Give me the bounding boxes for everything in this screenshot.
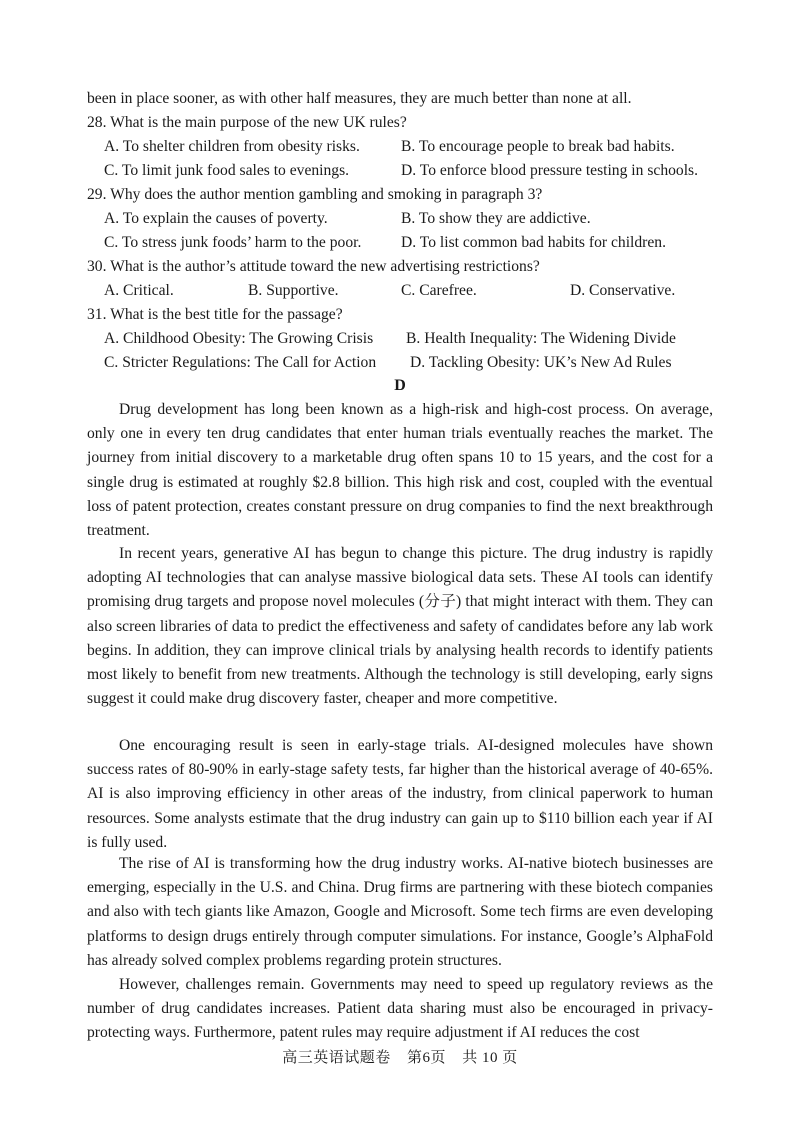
passage-paragraph: However, challenges remain. Governments may need to speed up regulatory reviews as the number of drug candidates increases. Patient data sharing must also be encouraged in privacy-protecting ways. Furthermore, patent rules may require adjustment if AI reduces the cost xyxy=(87,976,713,1042)
passage-paragraph: In recent years, generative AI has begun to change this picture. The drug industry is rapidly adopting AI technologies that can analyse massive biological data sets. These AI tools can identify promising drug targets and propose novel molecules (分子) that might interact with them. They can also screen libraries of data to predict the effectiveness and safety of candidates before any lab work begins. In addition, they can improve clinical trials by analysing health records to identify patients most likely to benefit from new treatments. Although the technology is still developing, early signs suggest it could make drug discovery faster, cheaper and more competitive. xyxy=(87,545,713,708)
option-d: D. Tackling Obesity: UK’s New Ad Rules xyxy=(410,354,672,371)
option-a: A. To explain the causes of poverty. xyxy=(104,210,328,227)
option-d: D. Conservative. xyxy=(570,282,676,299)
continued-line: been in place sooner, as with other half measures, they are much better than none at all. xyxy=(87,90,632,107)
option-c: C. To stress junk foods’ harm to the poor. xyxy=(104,234,362,251)
option-d: D. To enforce blood pressure testing in schools. xyxy=(401,162,699,179)
option-c: C. Stricter Regulations: The Call for Action xyxy=(104,354,377,371)
question-stem: 30. What is the author’s attitude toward the new advertising restrictions? xyxy=(87,258,540,275)
option-b: B. To encourage people to break bad habits. xyxy=(401,138,675,155)
passage-paragraph: Drug development has long been known as a high-risk and high-cost process. On average, only one in every ten drug candidates that enter human trials eventually reaches the market. The journey from initial discovery to a marketable drug often spans 10 to 15 years, and the cost for a single drug is estimated at roughly $2.8 billion. This high risk and cost, coupled with the eventual loss of patent protection, creates constant pressure on drug companies to find the next breakthrough treatment. xyxy=(87,401,713,540)
option-b: B. To show they are addictive. xyxy=(401,210,591,227)
footer-total-pages: 共 10 页 xyxy=(462,1050,518,1066)
footer-title: 高三英语试题卷 xyxy=(282,1050,391,1066)
option-a: A. Childhood Obesity: The Growing Crisis xyxy=(104,330,374,347)
option-a: A. Critical. xyxy=(104,282,174,299)
option-b: B. Supportive. xyxy=(248,282,339,299)
question-stem: 31. What is the best title for the passage? xyxy=(87,306,343,323)
question-stem: 28. What is the main purpose of the new UK rules? xyxy=(87,114,407,131)
passage-paragraph: One encouraging result is seen in early-stage trials. AI-designed molecules have shown success rates of 80-90% in early-stage safety tests, far higher than the historical average of 40-65%. AI is also improving efficiency in other areas of the industry, from clinical paperwork to human resources. Some analysts estimate that the drug industry can gain up to $110 billion each year if AI is fully used. xyxy=(87,737,713,851)
option-a: A. To shelter children from obesity risks. xyxy=(104,138,360,155)
question-stem: 29. Why does the author mention gambling and smoking in paragraph 3? xyxy=(87,186,543,203)
option-d: D. To list common bad habits for children. xyxy=(401,234,666,251)
page-footer xyxy=(0,1046,800,1067)
option-b: B. Health Inequality: The Widening Divide xyxy=(406,330,676,347)
footer-page-number: 第6页 xyxy=(406,1050,446,1066)
option-c: C. To limit junk food sales to evenings. xyxy=(104,162,350,179)
passage-paragraph: The rise of AI is transforming how the drug industry works. AI-native biotech businesses are emerging, especially in the U.S. and China. Drug firms are partnering with these biotech companies and also with tech giants like Amazon, Google and Microsoft. Some tech firms are even developing platforms to design drugs entirely through computer simulations. For instance, Google’s AlphaFold has already solved complex problems regarding protein structures. xyxy=(87,855,713,969)
section-heading: D xyxy=(394,377,406,394)
option-c: C. Carefree. xyxy=(401,282,477,299)
